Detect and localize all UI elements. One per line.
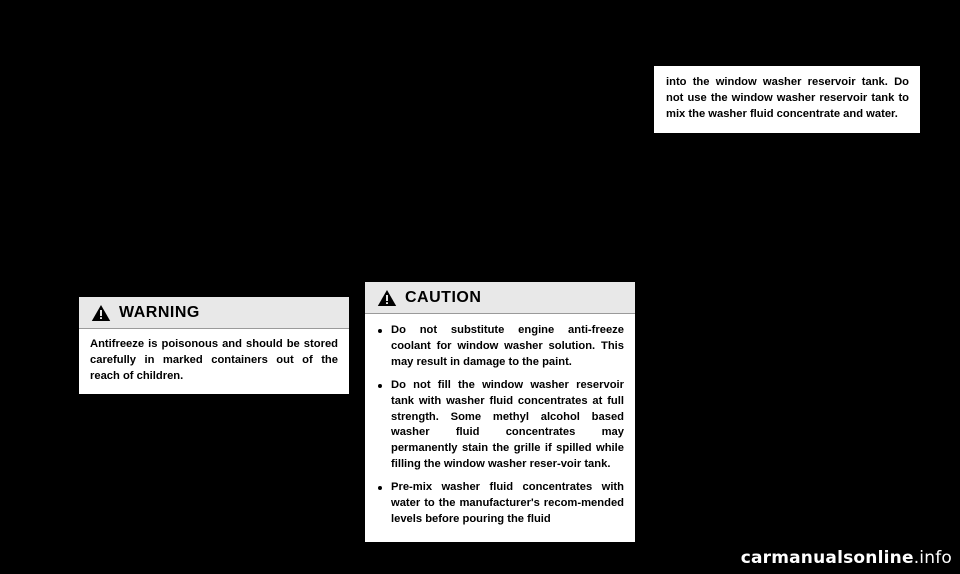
- warning-callout-title: WARNING: [119, 304, 200, 321]
- caution-bullet-list: [376, 323, 624, 528]
- list-item: Pre-mix washer fluid concentrates with water to the manufacturer's recom-mended levels before pouring the fluid: [376, 480, 624, 528]
- watermark-suffix: .info: [913, 548, 952, 568]
- caution-callout: [365, 282, 635, 542]
- warning-callout-header: [79, 297, 349, 329]
- caution-triangle-icon: [377, 289, 397, 307]
- list-item: Do not substitute engine anti-freeze coolant for window washer solution. This may result in damage to the paint.: [376, 323, 624, 371]
- caution-continuation-callout: [654, 66, 920, 133]
- site-watermark: [741, 548, 952, 568]
- warning-triangle-icon: [91, 304, 111, 322]
- watermark-main: carmanualsonline: [740, 548, 914, 568]
- warning-callout: [79, 297, 349, 394]
- list-item: Do not fill the window washer reservoir tank with washer fluid concentrates at full strength. Some methyl alcohol based washer fluid concentrates may permanently stain the grille if spilled while filling the window washer reser-voir tank.: [376, 378, 624, 473]
- caution-callout-body: [365, 314, 635, 537]
- warning-callout-body: Antifreeze is poisonous and should be stored carefully in marked containers out of the reach of children.: [90, 338, 338, 382]
- caution-callout-title: CAUTION: [405, 289, 482, 306]
- caution-callout-header: [365, 282, 635, 314]
- caution-continuation-body: into the window washer reservoir tank. Do not use the window washer reservoir tank to mix the washer fluid concentrate and water.: [666, 76, 909, 120]
